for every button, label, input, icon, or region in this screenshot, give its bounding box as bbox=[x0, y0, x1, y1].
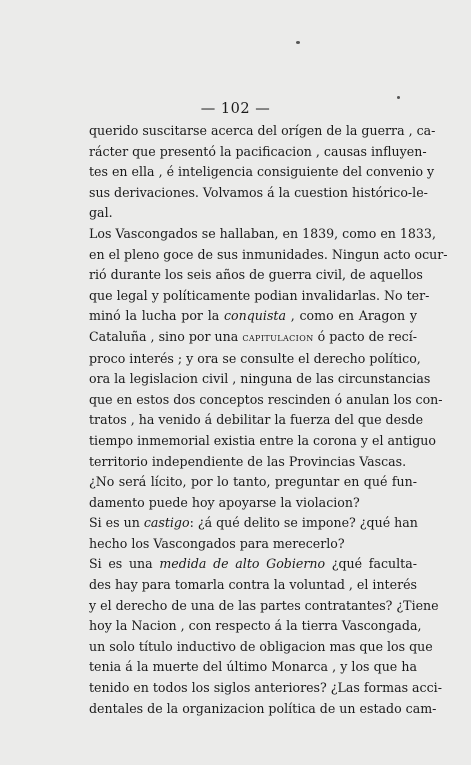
text-line bbox=[89, 493, 417, 514]
paragraph bbox=[89, 224, 448, 472]
text-run: querido suscitarse acerca del orígen de la guerra , ca- bbox=[89, 123, 436, 138]
text-line bbox=[89, 554, 417, 575]
text-run: y el derecho de una de las partes contratantes? ¿Tiene bbox=[89, 597, 439, 613]
text-run: proco interés ; y ora se consulte el derecho político, bbox=[89, 350, 421, 366]
text-line bbox=[89, 596, 439, 617]
text-line bbox=[89, 369, 431, 390]
text-run: sus derivaciones. Volvamos á la cuestion histórico-le- bbox=[89, 184, 428, 200]
text-line bbox=[89, 657, 417, 678]
text-run: dentales de la organizacion política de un estado cam- bbox=[89, 700, 437, 716]
text-run: rió durante los seis años de guerra civil, de aquellos bbox=[89, 267, 423, 283]
text-run: gal. bbox=[89, 205, 113, 221]
text-run: en el pleno goce de sus inmunidades. Ningun acto ocur- bbox=[89, 246, 448, 262]
text-run: tratos , ha venido á debilitar la fuerza del que desde bbox=[89, 412, 424, 428]
text-run: damento puede hoy apoyarse la violacion? bbox=[89, 494, 360, 510]
text-line bbox=[89, 452, 417, 473]
text-run: , como en Aragon y bbox=[285, 308, 417, 324]
text-line bbox=[89, 637, 433, 658]
italic-text: medida de alto Gobierno bbox=[159, 556, 326, 572]
text-run: hecho los Vascongados para merecerlo? bbox=[89, 535, 345, 551]
text-line bbox=[89, 616, 422, 637]
text-line bbox=[89, 699, 437, 720]
text-run: rácter que presentó la pacificacion , causas influyen- bbox=[89, 143, 427, 159]
page-number: — 102 — bbox=[200, 101, 271, 117]
body-text bbox=[89, 121, 448, 719]
text-line bbox=[89, 183, 428, 204]
text-line bbox=[89, 245, 448, 266]
text-run: que legal y políticamente podian invalidarlas. No ter- bbox=[89, 287, 430, 303]
text-line bbox=[89, 472, 417, 493]
print-speck bbox=[397, 96, 400, 99]
paragraph bbox=[89, 513, 417, 554]
text-run: tenido en todos los siglos anteriores? ¿Las formas acci- bbox=[89, 680, 442, 696]
text-run: des hay para tomarla contra la voluntad , el interés bbox=[89, 577, 418, 593]
text-line bbox=[89, 390, 443, 411]
text-line bbox=[89, 286, 430, 307]
paragraph bbox=[89, 554, 442, 719]
print-speck bbox=[296, 41, 300, 44]
italic-text: castigo bbox=[143, 515, 190, 531]
paragraph bbox=[89, 121, 436, 224]
text-line bbox=[89, 203, 417, 224]
text-run: minó la lucha por la bbox=[89, 308, 224, 324]
text-run: hoy la Nacion , con respecto á la tierra Vascongada, bbox=[89, 618, 422, 634]
text-run: : ¿á qué delito se impone? ¿qué han bbox=[189, 515, 418, 531]
text-line bbox=[89, 431, 436, 452]
text-line bbox=[89, 410, 424, 431]
text-run: Si es una bbox=[89, 556, 160, 572]
text-line bbox=[89, 162, 435, 183]
text-run: que en estos dos conceptos rescinden ó anulan los con- bbox=[89, 391, 443, 407]
paragraph bbox=[89, 472, 417, 513]
text-line bbox=[89, 142, 427, 163]
italic-text: conquista bbox=[224, 308, 286, 324]
small-caps-text: capitulacion bbox=[242, 330, 314, 344]
text-run: un solo título inductivo de obligacion mas que los que bbox=[89, 638, 433, 654]
text-line bbox=[89, 327, 417, 349]
text-line bbox=[89, 265, 423, 286]
text-run: ora la legislacion civil , ninguna de las circunstancias bbox=[89, 371, 431, 387]
text-line bbox=[89, 534, 417, 555]
text-line bbox=[89, 121, 436, 142]
text-run: territorio independiente de las Provincias Vascas. bbox=[89, 453, 407, 469]
text-run: Los Vascongados se hallaban, en 1839, como en 1833, bbox=[89, 225, 436, 241]
text-line bbox=[89, 224, 436, 245]
text-line bbox=[89, 349, 421, 370]
text-run: Si es un bbox=[89, 515, 144, 531]
text-run: Cataluña , sino por una bbox=[89, 328, 243, 344]
text-run: tiempo inmemorial existia entre la corona y el antiguo bbox=[89, 432, 436, 448]
text-line bbox=[89, 575, 417, 596]
text-run: tenia á la muerte del último Monarca , y los que ha bbox=[89, 659, 417, 675]
text-line bbox=[89, 306, 417, 327]
text-line bbox=[89, 678, 442, 699]
text-run: ¿qué faculta- bbox=[325, 556, 417, 572]
text-run: ¿No será lícito, por lo tanto, preguntar en qué fun- bbox=[89, 474, 417, 490]
text-run: ó pacto de recí- bbox=[313, 328, 417, 344]
text-line bbox=[89, 513, 417, 534]
text-run: tes en ella , é inteligencia consiguiente del convenio y bbox=[89, 164, 435, 180]
